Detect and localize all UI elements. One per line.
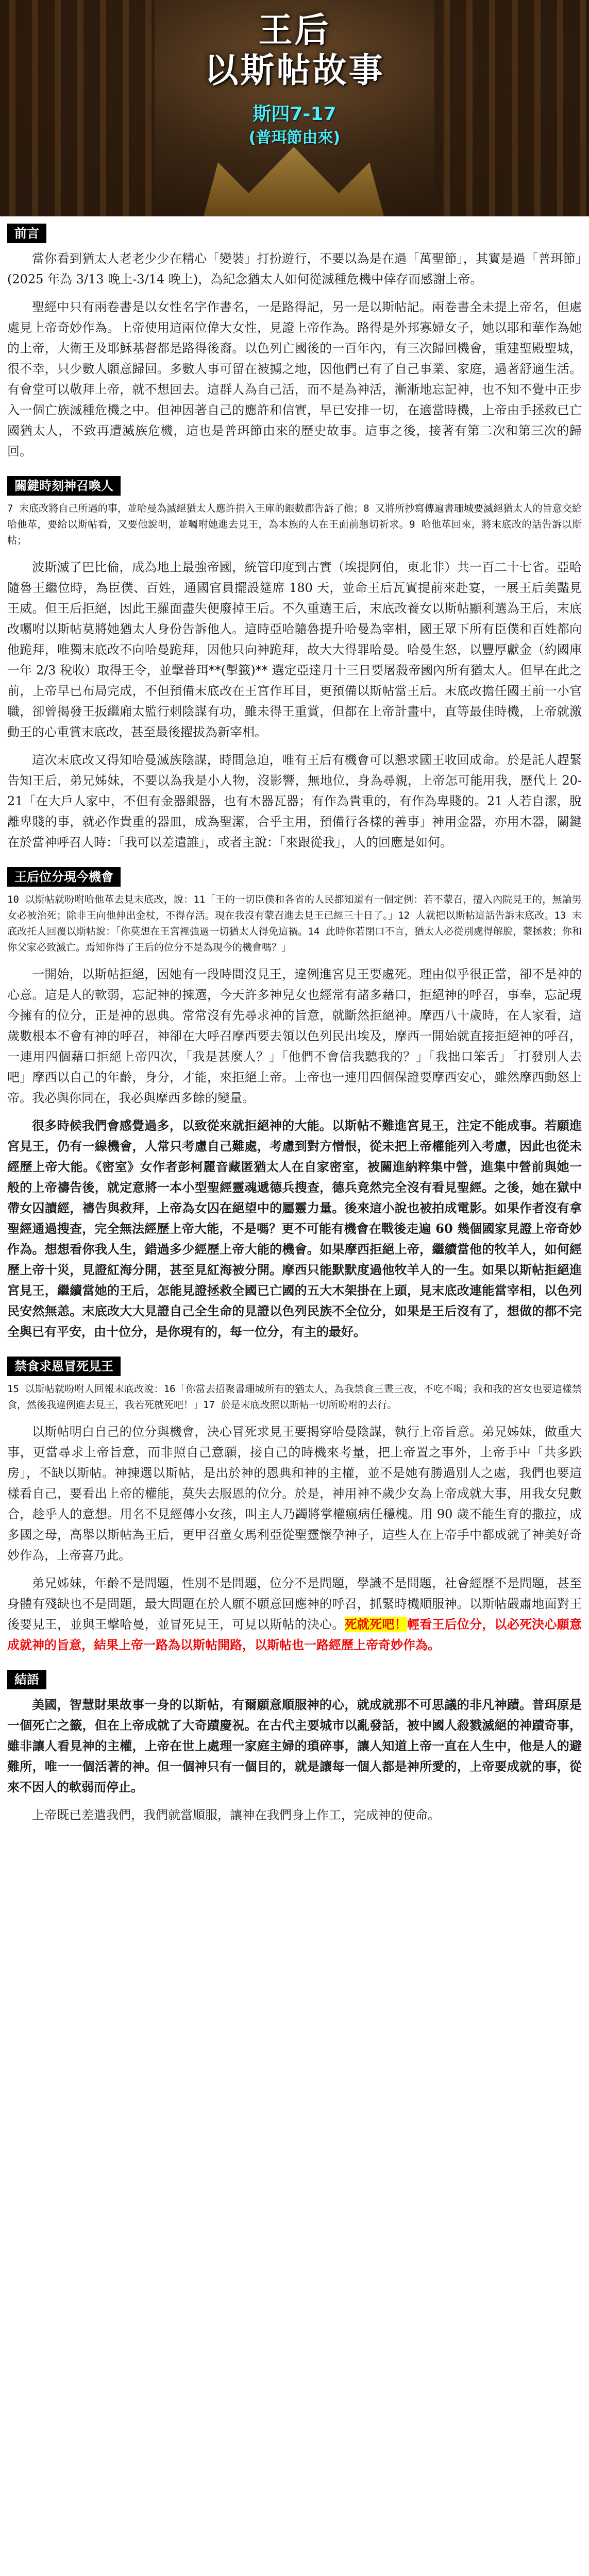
section-3-paragraph-2-text: 弟兄姊妹，年齡不是問題，性別不是問題，位分不是問題，學識不是問題，社會經歷不是問題，甚至身體有殘缺也不是問題，最大問題在於人願不願意回應神的呼召，抓緊時機順服神。以斯帖嚴肅地面對王後要見王，並與王擊哈曼，並冒死見王，可見以斯帖的決心。: [7, 1576, 582, 1632]
intro-paragraph-1: 當你看到猶太人老老少少在精心「變裝」打扮遊行，不要以為是在過「萬聖節」，其實是過「普珥節」(2025 年為 3/13 晚上-3/14 晚上)，為紀念猶太人如何從滅種危機中倖存而感謝上帝。: [7, 251, 582, 286]
section-3-paragraph-2-tail: 輕看王后位分，以必死決心願意成就神的旨意，結果上帝一路為以斯帖開路，以斯帖也一路經歷上帝奇妙作為。: [7, 1617, 582, 1652]
section-1-paragraph-2: 這次末底改又得知哈曼滅族陰謀，時間急迫，唯有王后有機會可以懇求國王收回成命。於是託人趕緊告知王后，弟兄姊妹，不要以為我是小人物，沒影響，無地位，身為尋親，上帝怎可能用我，歷代上 20-21「在大戶人家中，不但有金器銀器，也有木器瓦器；有作為貴重的，有作為卑賤的。21 人若自潔，脫離卑賤的事，就必作貴重的器皿，成為聖潔，合乎主用，預備行各樣的善事」神用金器，亦用木器，關鍵在於當神呼召人時：「我可以差遣誰」，或者主說：「來跟從我」，人的回應是如何。: [7, 753, 582, 850]
section-tag-intro: 前言: [7, 224, 46, 243]
scripture-note-2: 10 以斯帖就吩咐哈他革去見末底改，說：11「王的一切臣僕和各省的人民都知道有一個定例：若不蒙召，擅入內院見王的，無論男女必被治死；除非王向他伸出金杖，不得存活。現在我沒有蒙召進去見王已經三十日了。」12 人就把以斯帖這話告訴末底改。13 末底改托人回覆以斯帖說：「你莫想在王宮裡強過一切猶太人得免這禍。14 此時你若閉口不言，猶太人必從別處得解脫，蒙拯救；你和你父家必致滅亡。焉知你得了王后的位分不是為現今的機會嗎？」: [7, 894, 582, 953]
conclusion-paragraph-2: 上帝既已差遣我們，我們就當順服，讓神在我們身上作工，完成神的使命。: [32, 1808, 440, 1822]
header-banner: [0, 0, 589, 216]
section-4: [0, 1663, 589, 1825]
section-1: [0, 469, 589, 853]
section-3-paragraph-2: [7, 1573, 582, 1655]
scripture-note-3: 15 以斯帖就吩咐人回報末底改說：16「你當去招聚書珊城所有的猶太人，為我禁食三晝三夜，不吃不喝；我和我的宮女也要這樣禁食，然後我違例進去見王，我若死就死吧！」17 於是末底改照以斯帖一切所吩咐的去行。: [7, 1383, 582, 1411]
banner-subtitle: (普珥節由來): [248, 129, 341, 147]
scripture-note-1: 7 末底改將自己所遇的事，並哈曼為滅絕猶太人應許捐入王庫的銀數都告訴了他；8 又將所抄寫傳遍書珊城要滅絕猶太人的旨意交給哈他革，要給以斯帖看，又要他說明，並囑咐她進去見王，為本族的人在王面前懇切祈求。9 哈他革回來，將末底改的話告訴以斯帖；: [7, 503, 582, 546]
conclusion-paragraph-1: 美國，智慧財果故事一身的以斯帖，有爾願意順服神的心，就成就那不可思議的非凡神蹟。普珥原是一個死亡之籤，但在上帝成就了大奇蹟慶祝。在古代主要城市以亂發話，被中國人殺戮滅絕的神蹟奇事，雖非讓人看見神的主權，上帝在世上處理一家庭主婦的瑣碎事，讓人知道上帝一直在人生中，他是人的避難所，唯一一個活著的神。但一個神只有一個目的，就是讓每一個人都是神所愛的，上帝要成就的事，從來不因人的軟弱而停止。: [7, 1697, 582, 1794]
section-2: [0, 860, 589, 1342]
section-tag-1: 關鍵時刻神召喚人: [7, 476, 121, 496]
intro-paragraph-2: 聖經中只有兩卷書是以女性名字作書名，一是路得記，另一是以斯帖記。兩卷書全未提上帝名，但處處見上帝奇妙作為。上帝使用這兩位偉大女性，見證上帝作為。路得是外邦寡婦女子，她以耶和華作為她的上帝，大衛王及耶穌基督都是路得後裔。以色列亡國後的一百年內，有三次歸回機會，重建聖殿聖城，很不幸，只少數人願意歸回。多數人事可留在被擄之地，因他們已有了自己事業、家庭，過著舒適生活。有會堂可以敬拜上帝，就不想回去。這群人為自己活，而不是為神活，漸漸地忘記神，也不知不覺中正步入一個亡族滅種危機之中。但神因著自己的應許和信實，早已安排一切，在適當時機，上帝由手拯救已亡國猶太人，不致再遭滅族危機，這也是普珥節由來的歷史故事。這事之後，接著有第二次和第三次的歸回。: [7, 300, 582, 459]
banner-title: [0, 10, 589, 91]
banner-title-line2: 以斯帖故事: [204, 50, 385, 90]
section-3: [0, 1349, 589, 1655]
intro-section: [0, 216, 589, 462]
section-tag-2: 王后位分現今機會: [7, 867, 121, 887]
banner-title-line1: 王后: [258, 10, 331, 50]
crown-icon: [204, 139, 384, 216]
section-1-paragraph-1: 波斯滅了巴比倫，成為地上最強帝國，統管印度到古實（埃提阿伯，東北非）共一百二十七省。亞哈隨魯王繼位時，為臣僕、百姓，通國官員擺設筵席 180 天，並命王后瓦實提前來赴宴，一展王后美豔見王威。但王后拒絕，因此王羅面盡失便廢掉王后。不久重選王后，末底改養女以斯帖顯利選為王后，末底改囑咐以斯帖莫將她猶太人身份告訴他人。這時亞哈隨魯提升哈曼為宰相，國王眾下所有臣僕和百姓都向他跪拜，唯獨末底改不向哈曼跪拜，因他只向神跪拜，故大大得罪哈曼。哈曼生怒，以豐厚獻金（約國庫一年 2/3 稅收）取得王令，並擊普珥**(掣籤)** 選定亞達月十三日要屠殺帝國內所有猶太人。但早在此之前，上帝早已布局完成，不但預備末底改在王宮作耳目，更預備以斯帖當王后。末底改擔任國王前一小官職，卻曾揭發王扳繼廂太監行刺陰謀有功，雖未得王重賞，但都在上帝計畫中，直等最佳時機，上帝就激動王的心重賞末底改，甚至最後擢拔為新宰相。: [7, 560, 582, 739]
section-tag-3: 禁食求恩冒死見王: [7, 1357, 121, 1376]
scripture-reference: 斯四7-17: [253, 104, 336, 125]
highlight-quote: 死就死吧！: [344, 1617, 407, 1632]
section-tag-4: 結語: [7, 1670, 46, 1689]
section-2-paragraph-2: 很多時候我們會感覺過多，以致從來就拒絕神的大能。以斯帖不難進宮見王，注定不能成事。若願進宮見王，仍有一線機會，人常只考慮自己難處，考慮到對方憎恨，從未把上帝權能列入考慮，因此也從未經歷上帝大能。《密室》女作者彭柯麗音藏匿猶太人在自家密室，被關進納粹集中營，進集中營前與她一般的上帝禱告後，就定意將一本小型聖經靈魂遞德兵搜查，德兵竟然完全沒有看見聖經。之後，她在獄中帶女囚讀經，禱告與救拜，上帝為女囚在絕望中的屬靈力量。後來這小說也被拍成電影。如果作者沒有拿聖經通過搜查，完全無法經歷上帝大能，不是嗎？更不可能有機會在戰後走遍 60 幾個國家見證上帝奇妙作為。想想看你我人生，錯過多少經歷上帝大能的機會。如果摩西拒絕上帝，繼續當他的牧羊人，如何經歷上帝十災，見證紅海分開，甚至見紅海被分開。摩西只能默默度過他牧羊人的一生。如果以斯帖拒絕進宮見王，繼續當她的王后，怎能見證拯救全國已亡國的五大木架掛在上頭，見末底改連能當宰相，以色列民安然無恙。末底改大大見證自己全生命的見證以色列民族不全位分，如果是王后沒有了，想做的都不完全與已有平安，由十位分，是你現有的，每一位分，有主的最好。: [7, 1118, 582, 1339]
section-3-paragraph-1: 以斯帖明白自己的位分與機會，決心冒死求見王要揭穿哈曼陰謀，執行上帝旨意。弟兄姊妹，做重大事，更當尋求上帝旨意，而非照自己意願，接自己的時機來考量，把上帝置之事外，上帝手中「共多跌房」，不缺以斯帖。神揀選以斯帖，是出於神的恩典和神的主權，並不是她有勝過別人之處，我們也要這樣看自己，要看出上帝的權能，莫失去服恩的位分。於是，神用神不歲少女為上帝成就大事，用我女兒數合，趁乎人的意想。用名不見經傳小女孩，叫主人乃蠲將掌權瘋病任穩槐。用 90 歲不能生育的撒拉，成多國之母，高舉以斯帖為王后，更甲召童女馬利亞從聖靈懷孕神子，這些人在上帝手中都成就了神美好奇妙作為，上帝喜乃此。: [7, 1425, 582, 1563]
section-2-paragraph-1: 一開始，以斯帖拒絕，因她有一段時間沒見王，違例進宮見王要處死。理由似乎很正當，卻不是神的心意。這是人的軟弱，忘記神的揀選，今天許多神兒女也經常有諸多藉口，拒絕神的呼召，事奉，忘記現今擁有的位分，正是神的恩典。常常沒有先尋求神的旨意，就斷然拒絕神。摩西八十歲時，在人家看，這歲數根本不會有神的呼召，神卻在大呼召摩西要去領以色列民出埃及，摩西一開始就直接拒絕神的呼召，一連用四個藉口拒絕上帝四次，「我是甚麼人？」「他們不會信我聽我的？」「我拙口笨舌」「打發別人去吧」摩西以自己的年齡，身分，才能，來拒絕上帝。上帝也一連用四個保證要摩西安心，雖然摩西動怒上帝。我必與你同在，我必與摩西多餘的變量。: [7, 967, 582, 1105]
